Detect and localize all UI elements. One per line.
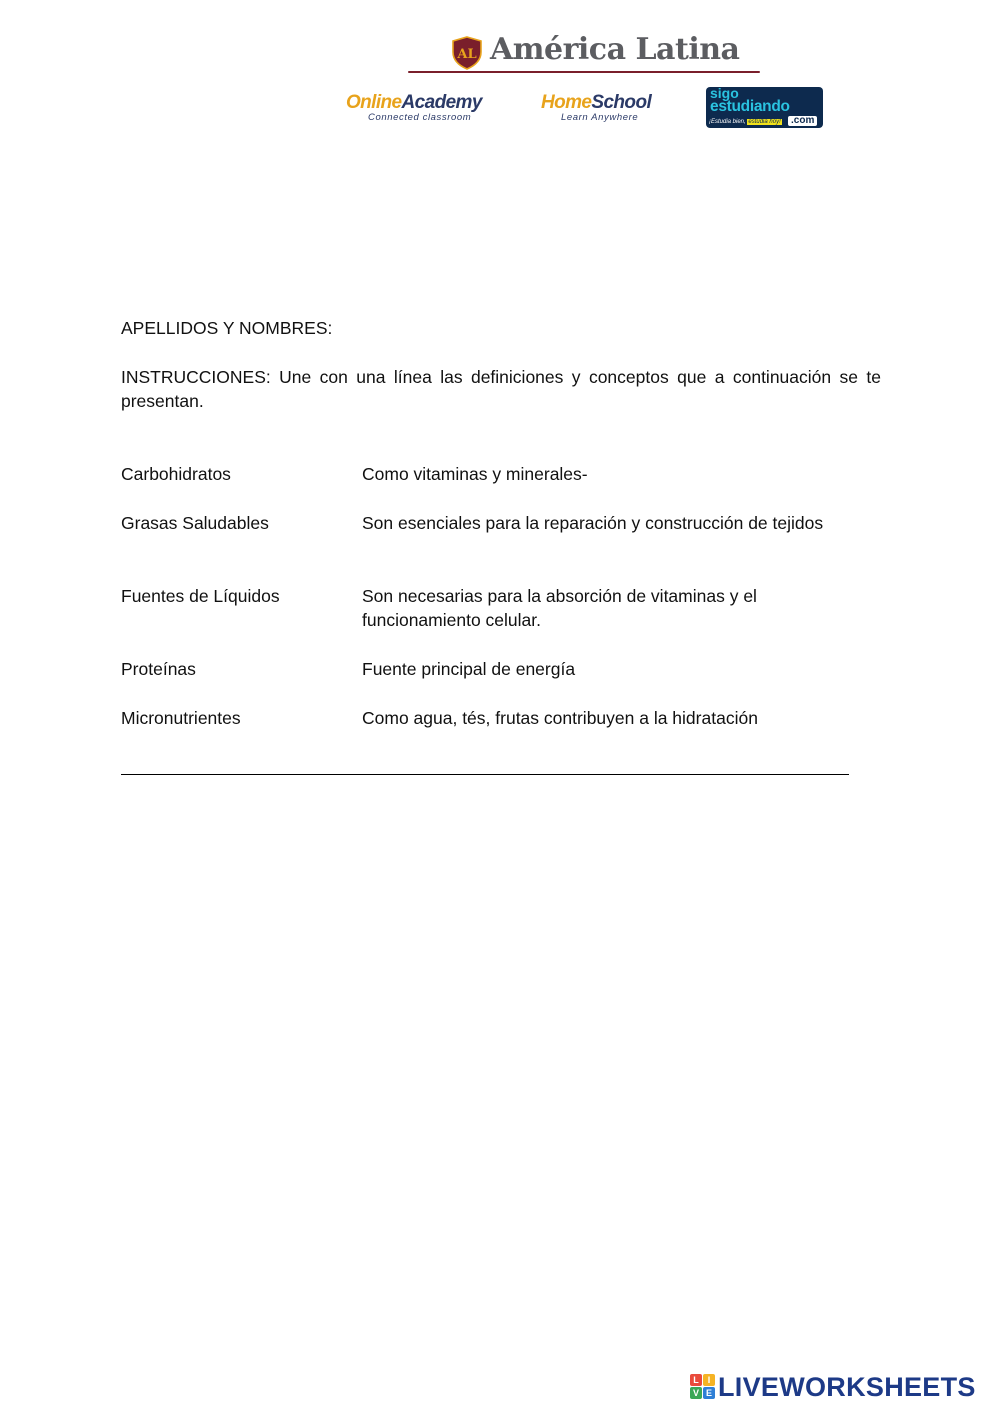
online-academy-tagline: Connected classroom — [368, 112, 472, 123]
sigo-tagline-b: estudia hoy! — [748, 119, 781, 125]
definition-item[interactable]: Son necesarias para la absorción de vitaminas y el funcionamiento celular. — [362, 586, 757, 630]
homeschool-part1: Home — [541, 92, 592, 113]
shield-initials: AL — [457, 47, 477, 62]
sigo-word: sigo — [710, 87, 739, 101]
liveworksheets-brand[interactable]: LIVEWORKSHEETS — [718, 1372, 976, 1402]
online-academy-logo — [346, 93, 482, 123]
names-label: APELLIDOS Y NOMBRES: — [121, 318, 333, 338]
live-letter: L — [690, 1374, 702, 1386]
live-letter: I — [703, 1374, 715, 1386]
sigo-com-suffix: .com — [788, 116, 817, 126]
homeschool-logo — [541, 93, 651, 123]
answer-line — [121, 774, 849, 775]
sigo-tagline-a: ¡Estudia bien, — [709, 119, 746, 125]
sigo-estudiando-logo — [706, 87, 823, 128]
term-item[interactable]: Proteínas — [121, 659, 196, 679]
live-blocks-icon — [690, 1374, 716, 1400]
term-item[interactable]: Micronutrientes — [121, 708, 241, 728]
homeschool-part2: School — [591, 92, 652, 113]
live-letter: E — [703, 1387, 715, 1399]
america-latina-shield-icon — [450, 36, 484, 70]
header-rule — [408, 71, 760, 73]
america-latina-title: América Latina — [490, 32, 740, 67]
term-item[interactable]: Grasas Saludables — [121, 513, 269, 533]
term-item[interactable]: Fuentes de Líquidos — [121, 586, 280, 606]
definition-item[interactable]: Fuente principal de energía — [362, 659, 576, 679]
instructions-text: INSTRUCCIONES: Une con una línea las definiciones y conceptos que a continuación se te presentan. — [121, 367, 881, 411]
definition-item[interactable]: Como agua, tés, frutas contribuyen a la hidratación — [362, 708, 758, 728]
definition-item[interactable]: Son esenciales para la reparación y construcción de tejidos — [362, 513, 824, 533]
online-academy-part2: Academy — [401, 92, 482, 113]
estudiando-word: estudiando — [710, 98, 790, 115]
online-academy-part1: Online — [346, 92, 402, 113]
homeschool-tagline: Learn Anywhere — [561, 112, 639, 123]
definition-item[interactable]: Como vitaminas y minerales- — [362, 464, 588, 484]
sigo-estudiando-tagline — [709, 118, 782, 126]
america-latina-logo — [450, 32, 740, 74]
term-item[interactable]: Carbohidratos — [121, 464, 231, 484]
live-letter: V — [690, 1387, 702, 1399]
